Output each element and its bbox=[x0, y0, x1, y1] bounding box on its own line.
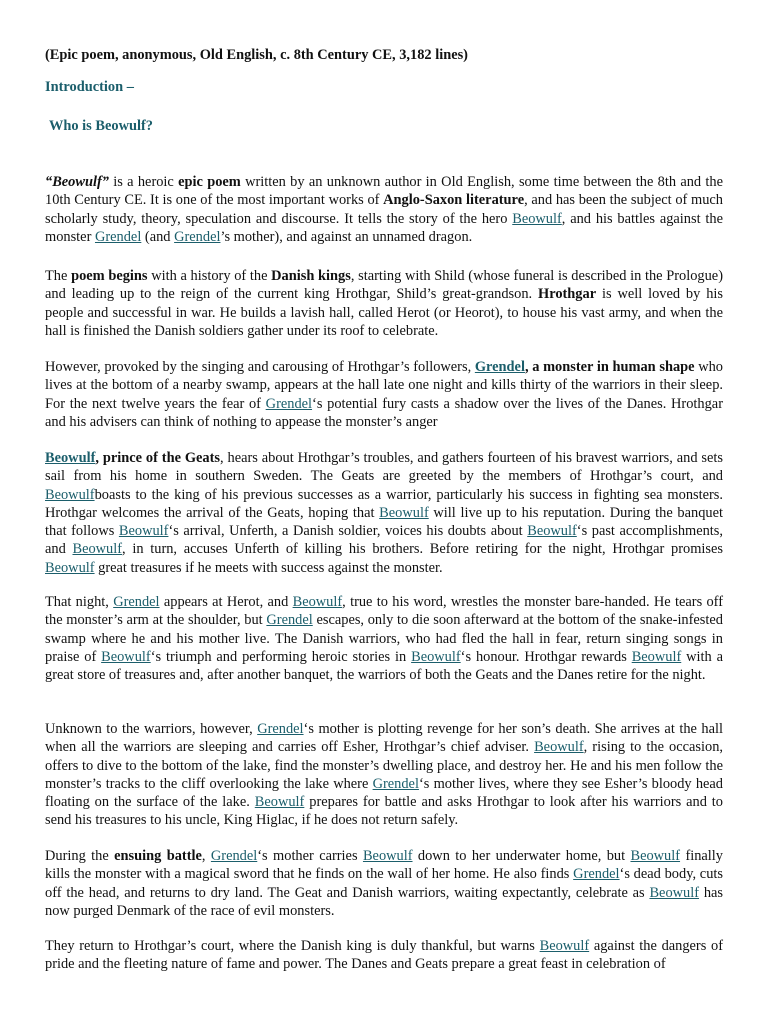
text-run: However, provoked by the singing and carousing of Hrothgar’s followers, bbox=[45, 359, 475, 375]
link-beowulf[interactable]: Beowulf bbox=[254, 794, 305, 811]
text-run: is a heroic bbox=[108, 174, 179, 190]
link-beowulf[interactable]: Beowulf bbox=[101, 648, 151, 665]
link-beowulf[interactable]: Beowulf bbox=[45, 559, 95, 576]
link-grendel[interactable]: Grendel bbox=[113, 594, 160, 610]
text-run: has now purged Denmark of the race of evil monsters. bbox=[45, 884, 724, 919]
metadata-line: (Epic poem, anonymous, Old English, c. 8th Century CE, 3,182 lines) bbox=[45, 47, 468, 63]
text-run: who lives at the bottom of a nearby swamp, appears at the hall late one night and kills thirty of the warriors in their sleep. For the next twelve years the fear of bbox=[45, 359, 723, 412]
link-grendel[interactable]: Grendel bbox=[372, 775, 419, 792]
text-run: ‘s honour. Hrothgar rewards bbox=[460, 648, 632, 665]
text-run: poem begins bbox=[71, 268, 148, 284]
link-grendel[interactable]: Grendel bbox=[266, 612, 313, 629]
text-run: with a great store of treasures and, after another banquet, the warriors of both the Geats and the Danes retire for the night. bbox=[45, 648, 723, 684]
text-run: finally kills the monster with a magical sword that he finds on the wall of her home. He also finds bbox=[45, 848, 724, 883]
text-run: ‘s mother carries bbox=[257, 848, 363, 864]
link-beowulf[interactable]: Beowulf bbox=[45, 450, 96, 466]
text-run: , hears about Hrothgar’s troubles, and gathers fourteen of his bravest warriors, and sets sail from his home in southern Sweden. The Geats are greeted by the members of Hrothgar’s court, and bbox=[45, 450, 723, 485]
link-beowulf[interactable]: Beowulf bbox=[631, 648, 682, 665]
text-run: epic poem bbox=[178, 174, 241, 190]
text-run: During the bbox=[45, 848, 115, 864]
text-run: with a history of the bbox=[147, 268, 272, 284]
link-beowulf[interactable]: Beowulf bbox=[292, 594, 343, 610]
paragraph-beowulf-arrives bbox=[45, 449, 723, 577]
text-run: written by an unknown author in Old English, some time between the 8th and the 10th Century CE. It is one of the most important works of bbox=[45, 174, 723, 209]
link-grendel[interactable]: Grendel bbox=[474, 359, 525, 375]
text-run: is well loved by his people and successful in war. He builds a lavish hall, called Herot (or Heorot), to house his vast army, and when the hall is finished the Danish soldiers gather under its roof to celebrate. bbox=[45, 286, 723, 339]
link-beowulf[interactable]: Beowulf bbox=[512, 210, 562, 227]
text-run: ‘s potential fury casts a shadow over the lives of the Danes. Hrothgar and his advisers can think of nothing to appease the monster’s anger bbox=[45, 395, 723, 430]
paragraph-grendel-attack bbox=[45, 358, 723, 431]
link-beowulf[interactable]: Beowulf bbox=[527, 523, 577, 540]
section-heading-who-is-beowulf: Who is Beowulf? bbox=[49, 118, 153, 134]
text-run: escapes, only to die soon afterward at the bottom of the snake-infested swamp where he and his mother live. The Danish warriors, who had fled the hall in fear, return singing songs in praise of bbox=[45, 612, 723, 665]
text-run: That night, bbox=[45, 594, 114, 610]
text-run: “Beowulf” bbox=[45, 174, 109, 190]
text-run: , starting with Shild (whose funeral is described in the Prologue) and leading up to the reign of the current king Hrothgar, Shild’s great-grandson. bbox=[45, 268, 723, 303]
link-grendel[interactable]: Grendel bbox=[265, 395, 313, 412]
link-beowulf[interactable]: Beowulf bbox=[118, 523, 169, 540]
paragraph-grendels-mother bbox=[45, 720, 723, 830]
text-run: , prince of the Geats bbox=[95, 450, 221, 466]
text-run: , bbox=[201, 848, 211, 864]
text-run: great treasures if he meets with success against the monster. bbox=[94, 559, 443, 576]
text-run: Hrothgar bbox=[538, 286, 597, 303]
text-run: ‘s arrival, Unferth, a Danish soldier, voices his doubts about bbox=[168, 523, 528, 540]
text-run: ‘s mother is plotting revenge for her son’s death. She arrives at the hall when all the warriors are sleeping and carries off Esher, Hrothgar’s chief adviser. bbox=[45, 721, 723, 756]
link-beowulf[interactable]: Beowulf bbox=[362, 848, 413, 864]
paragraph-return-to-court bbox=[45, 937, 723, 974]
paragraph-grendel-defeated bbox=[45, 593, 723, 684]
text-run: ‘s past accomplishments, and bbox=[45, 523, 724, 558]
link-grendel[interactable]: Grendel bbox=[210, 848, 258, 864]
link-grendel[interactable]: Grendel bbox=[573, 866, 620, 883]
text-run: ‘s mother lives, where they see Esher’s bloody head floating on the surface of the lake. bbox=[45, 775, 724, 811]
text-run: , in turn, accuses Unferth of killing his brothers. Before retiring for the night, Hrothgar promises bbox=[122, 541, 723, 558]
text-run: Unknown to the warriors, however, bbox=[45, 721, 258, 737]
text-run: Danish kings bbox=[271, 268, 351, 284]
text-run: ’s mother), and against an unnamed dragon. bbox=[220, 228, 473, 245]
paragraph-poem-begins bbox=[45, 267, 723, 340]
link-beowulf[interactable]: Beowulf bbox=[539, 938, 590, 954]
text-run: appears at Herot, and bbox=[159, 594, 293, 610]
link-beowulf[interactable]: Beowulf bbox=[379, 504, 429, 521]
text-run: , rising to the occasion, offers to dive to the bottom of the lake, find the monster’s dwelling place, and destroy her. He and his men follow the monster’s tracks to the cliff overlooking the lake where bbox=[45, 739, 723, 792]
introduction-heading: Introduction – bbox=[45, 79, 134, 95]
text-run: , true to his word, wrestles the monster bare-handed. He tears off the monster’s arm at the shoulder, but bbox=[45, 594, 724, 629]
paragraph-intro bbox=[45, 173, 723, 246]
text-run: boasts to the king of his previous successes as a warrior, particularly his success in fighting sea monsters. Hrothgar welcomes the arrival of the Geats, hoping that bbox=[45, 486, 723, 521]
link-beowulf[interactable]: Beowulf bbox=[534, 739, 584, 756]
link-beowulf[interactable]: Beowulf bbox=[411, 648, 461, 665]
text-run: and bbox=[149, 228, 175, 245]
text-run: They return to Hrothgar’s court, where the Danish king is duly thankful, but warns bbox=[45, 938, 540, 954]
text-run: Anglo-Saxon literature bbox=[383, 192, 525, 209]
link-beowulf[interactable]: Beowulf bbox=[72, 541, 123, 558]
text-run: ensuing battle bbox=[114, 848, 202, 864]
text-run: down to her underwater home, but bbox=[412, 848, 631, 864]
text-run: prepares for battle and asks Hrothgar to look after his warriors and to send his treasures to his uncle, King Higlac, if he does not return safely. bbox=[45, 794, 723, 829]
text-run: The bbox=[45, 268, 72, 284]
text-run: , and has been the subject of much scholarly study, theory, speculation and discourse. It tells the story of the hero bbox=[45, 192, 723, 227]
text-run: , and his battles against the monster bbox=[45, 210, 723, 245]
text-run: ‘s dead body, cuts off the head, and returns to dry land. The Geat and Danish warriors, waiting expectantly, celebrate as bbox=[45, 866, 723, 901]
link-grendel[interactable]: Grendel bbox=[174, 228, 221, 245]
text-run: will live up to his reputation. During the banquet that follows bbox=[45, 504, 723, 540]
text-run: , a monster in human shape bbox=[524, 359, 695, 375]
text-run: against the dangers of pride and the fleeting nature of fame and power. The Danes and Geats prepare a great feast in celebration of bbox=[45, 938, 723, 973]
link-beowulf[interactable]: Beowulf bbox=[45, 486, 95, 503]
link-beowulf[interactable]: Beowulf bbox=[630, 848, 681, 864]
paragraph-ensuing-battle bbox=[45, 847, 723, 920]
link-beowulf[interactable]: Beowulf bbox=[649, 884, 700, 901]
link-grendel[interactable]: Grendel bbox=[257, 721, 304, 737]
text-run: ( bbox=[141, 228, 150, 245]
link-grendel[interactable]: Grendel bbox=[94, 228, 142, 245]
text-run: ‘s triumph and performing heroic stories in bbox=[150, 648, 412, 665]
